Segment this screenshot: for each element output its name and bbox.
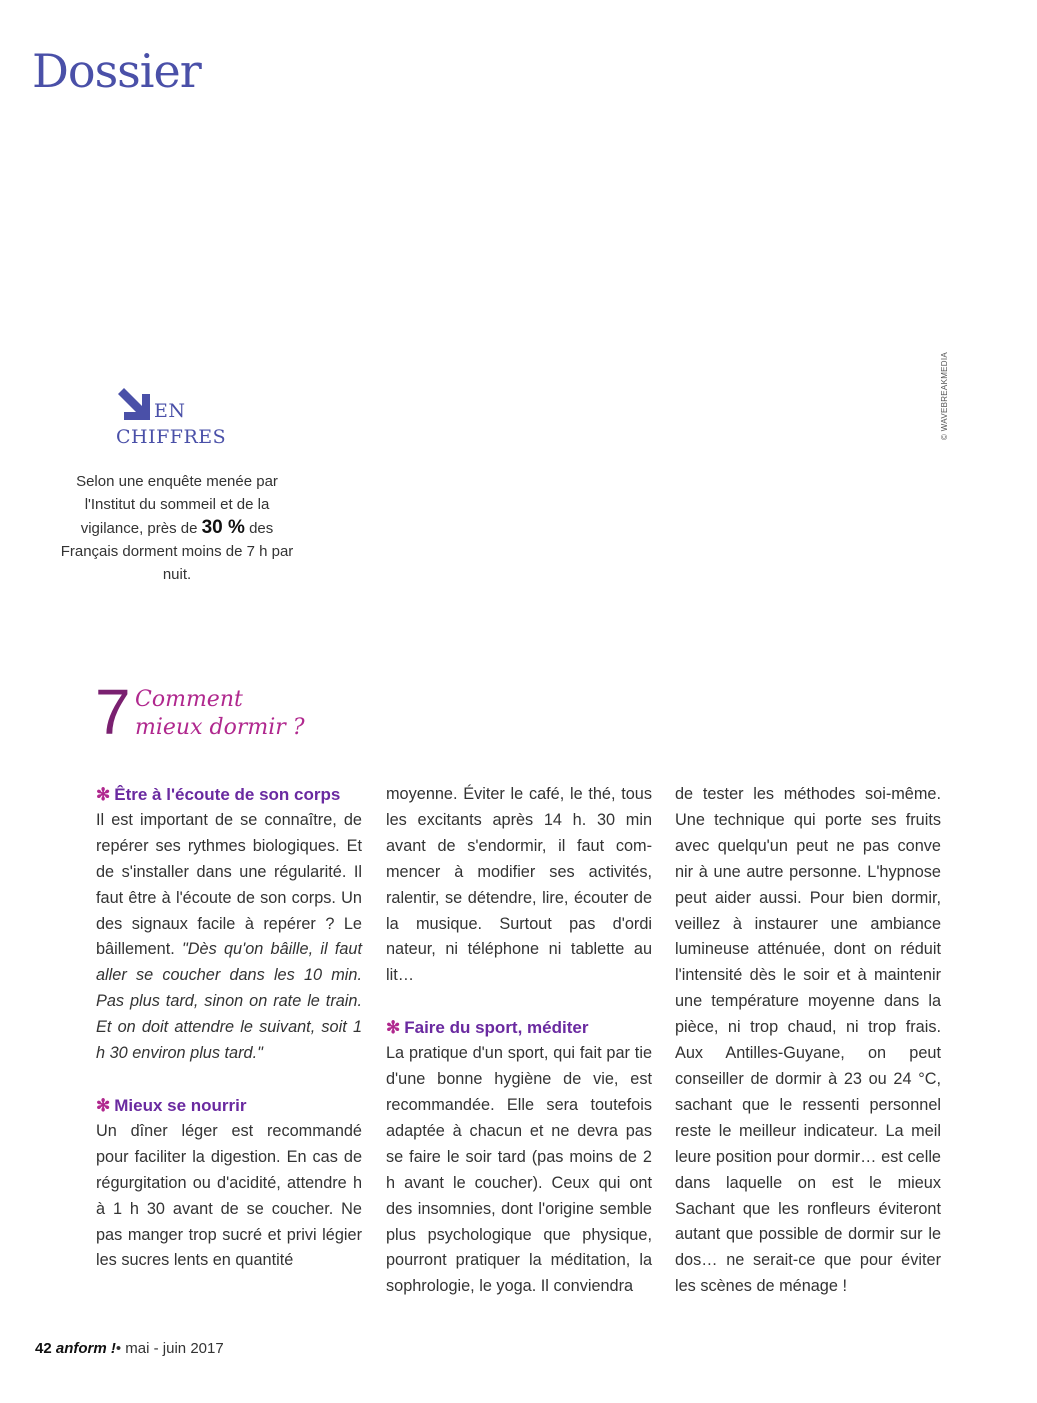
subheading-ecoute: ✻ Être à l'écoute de son corps bbox=[96, 785, 341, 804]
star-bullet-icon: ✻ bbox=[96, 1095, 111, 1115]
arrow-down-right-icon bbox=[116, 388, 150, 422]
column-3 bbox=[675, 782, 941, 1300]
star-bullet-icon: ✻ bbox=[96, 785, 111, 804]
en-label: EN bbox=[154, 400, 186, 422]
magazine-name: anform ! bbox=[55, 1340, 116, 1357]
subheading-nourrir: ✻ Mieux se nourrir bbox=[96, 1095, 247, 1115]
tips-count: 7 bbox=[95, 676, 131, 748]
section-title: Dossier bbox=[32, 44, 201, 98]
page-footer bbox=[35, 1340, 224, 1357]
tips-title-line2: mieux dormir ? bbox=[135, 715, 305, 740]
column-1 bbox=[96, 782, 362, 1274]
paragraph-excitants: moyenne. Éviter le café, le thé, tous les excitants après 14 h. 30 min avant de s'endormir, il faut com- mencer à modifier ses activités, ralentir, se détendre, lire, écouter de la musique. Surtout pas d'ordi nateur, ni téléphone ni tablette au lit… bbox=[386, 785, 652, 985]
issue-date: mai - juin 2017 bbox=[125, 1340, 224, 1357]
page-number: 42 bbox=[35, 1340, 52, 1357]
stat-text-part1: Selon une enquête menée par l'Institut du sommeil et de la vigilance, près de bbox=[76, 473, 278, 537]
stat-highlight: 30 % bbox=[201, 517, 245, 538]
column-2 bbox=[386, 782, 652, 1300]
stat-text-part2: des Français dorment moins de 7 h par nuit. bbox=[60, 520, 294, 583]
chiffres-label: CHIFFRES bbox=[116, 426, 227, 448]
subheading-sport: ✻ Faire du sport, méditer bbox=[386, 1018, 589, 1038]
tips-title-line1: Comment bbox=[135, 687, 243, 712]
photo-credit: © WAVEBREAKMEDIA bbox=[940, 351, 949, 440]
paragraph-ecoute: Il est important de se connaître, de repérer ses rythmes biologiques. Et de s'installer dans une régularité. Il faut être à l'écoute de son corps. Un des signaux facile à repérer ? Le bâillement. "Dès qu'on bâille, il faut aller se coucher dans les 10 min. Pas plus tard, sinon on rate le train. Et on doit attendre le suivant, soit 1 h 30 environ plus tard." bbox=[96, 810, 362, 1063]
footer-separator: • bbox=[115, 1340, 122, 1357]
star-bullet-icon: ✻ bbox=[386, 1018, 401, 1038]
tips-title bbox=[135, 686, 305, 742]
paragraph-sport: La pratique d'un sport, qui fait par tie d'une bonne hygiène de vie, est recommandée. Elle sera toutefois adaptée à chacun et ne devra pas se faire le soir tard (pas moins de 2 h avant le coucher). Ceux qui ont des insomnies, dont l'origine semble plus psychologique que physique, pourront pratiquer la méditation, la sophrologie, le yoga. Il conviendra bbox=[386, 1044, 652, 1296]
quote-baillement: "Dès qu'on bâille, il faut aller se coucher dans les 10 min. Pas plus tard, sinon on rate le train. Et on doit attendre le suivant, soit 1 h 30 environ plus tard." bbox=[96, 940, 362, 1063]
paragraph-nourrir: Un dîner léger est recommandé pour faciliter la digestion. En cas de régurgitation ou d'acidité, attendre h à 1 h 30 avant de se coucher. Ne pas manger trop sucré et privi légier les sucres lents en quantité bbox=[96, 1121, 362, 1270]
paragraph-methodes: de tester les méthodes soi-même. Une technique qui porte ses fruits avec quelqu'un peut ne pas conve nir à une autre personne. L'hypnose peut aider aussi. Pour bien dormir, veillez à instaurer une ambiance lumineuse atténuée, dont on réduit l'intensité dès le soir et à maintenir une température moyenne dans la pièce, ni trop chaud, ni trop frais. Aux Antilles-Guyane, on peut conseiller de dormir à 23 ou 24 °C, sachant que le ressenti personnel reste le meilleur indicateur. La meil leure position pour dormir… est celle dans laquelle on est le mieux Sachant que les ronfleurs éviteront autant que possible de dormir sur le dos… ne serait-ce que pour éviter les scènes de ménage ! bbox=[675, 785, 941, 1296]
statistic-text bbox=[52, 470, 302, 586]
